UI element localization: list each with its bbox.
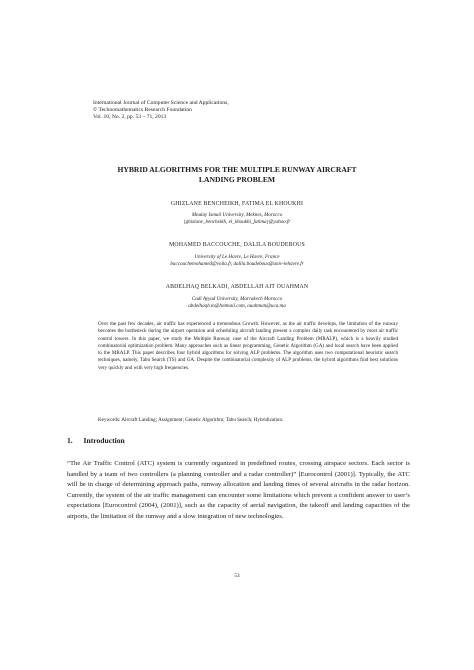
paper-title-line-1: HYBRID ALGORITHMS FOR THE MULTIPLE RUNWAY AIRCRAFT — [117, 165, 357, 174]
page-number: 53 — [234, 573, 240, 579]
paper-title-line-2: LANDING PROBLEM — [198, 175, 276, 184]
author-email-1: {ghizlane_bencheikh, el_khoukhi_fatima}@yahoo.fr — [183, 219, 291, 225]
author-email-3: abdelhaqb.m@hotmail.com, ouahman@uca.ma — [188, 303, 286, 309]
section-heading — [67, 436, 125, 445]
author-affiliation-1: Moulay Ismail University, Meknes, Morocco — [191, 212, 283, 218]
author-affiliation-2: University of Le Havre, Le Havre, France — [194, 254, 280, 260]
author-email-2: baccouchemohamed@voila.fr, dalila.boudebous@univ-lehavre.fr — [170, 261, 304, 267]
author-names-1: GHIZLANE BENCHEIKH, FATIMA EL KHOUKHI — [170, 201, 304, 207]
author-affiliation-3: Cadi Ayyad University, Marrakech Morocco — [191, 296, 283, 302]
section-title: Introduction — [83, 436, 125, 445]
section-number: 1. — [67, 436, 73, 445]
journal-volume: Vol. 10, No. 2, pp. 53 – 71, 2013 — [93, 114, 167, 120]
author-names-3: ABDELHAQ BELKADI, ABDELLAH AIT OUAHMAN — [165, 284, 309, 290]
introduction-paragraph: “The Air Traffic Control (ATC) system is currently organized in predefined routes, crossing airspace sectors. Each sector is handled by a team of two controllers (a planning controller and a radar controller)” [Eurocontrol (2001)]. Typically, the ATC will be in charge of determining approach paths, runway allocation and landing times of several aircrafts in the radar horizon. Currently, the system of the air traffic management can encounter some limitations which prevent a confident answer to user’s expectations [Eurocontrol (2004), (2001)], such as the capacity of aerial navigation, the takeoff and landing capacities of the airports, the limitation of the runway and a slow integration of new technologies. — [67, 460, 410, 520]
journal-name: International Journal of Computer Science and Applications, — [93, 100, 229, 106]
journal-publisher: © Technomathematics Research Foundation — [93, 107, 192, 113]
author-names-2: MOHAMED BACCOUCHE, DALILA BOUDEBOUS — [169, 242, 305, 248]
keywords: Keywords: Aircraft Landing; Assignment; Genetic Algorithm; Tabu Search; Hybridization. — [98, 417, 284, 423]
abstract-text: Over the past few decades, air traffic has experienced a tremendous Growth. However, as the air traffic develops, the limitation of the runway becomes the bottleneck during the airport operation and scheduling aircraft landing present a complex daily task encountered by most air traffic control towers. In this paper, we study the Multiple Runway case of the Aircraft Landing Problem (MRALP), which is a heavily studied combinatorial optimization problem. Many approaches such as linear programming, Genetic Algorithm (GA) and local search have been applied to the MRALP. This paper describes four hybrid algorithms for solving ALP problems. The algorithm uses two computational heuristic search techniques, namely, Tabu Search (TS) and GA. Despite the combinatorial complexity of ALP problems, the hybrid algorithms find best solutions very quickly and with very high frequencies. — [98, 321, 398, 371]
